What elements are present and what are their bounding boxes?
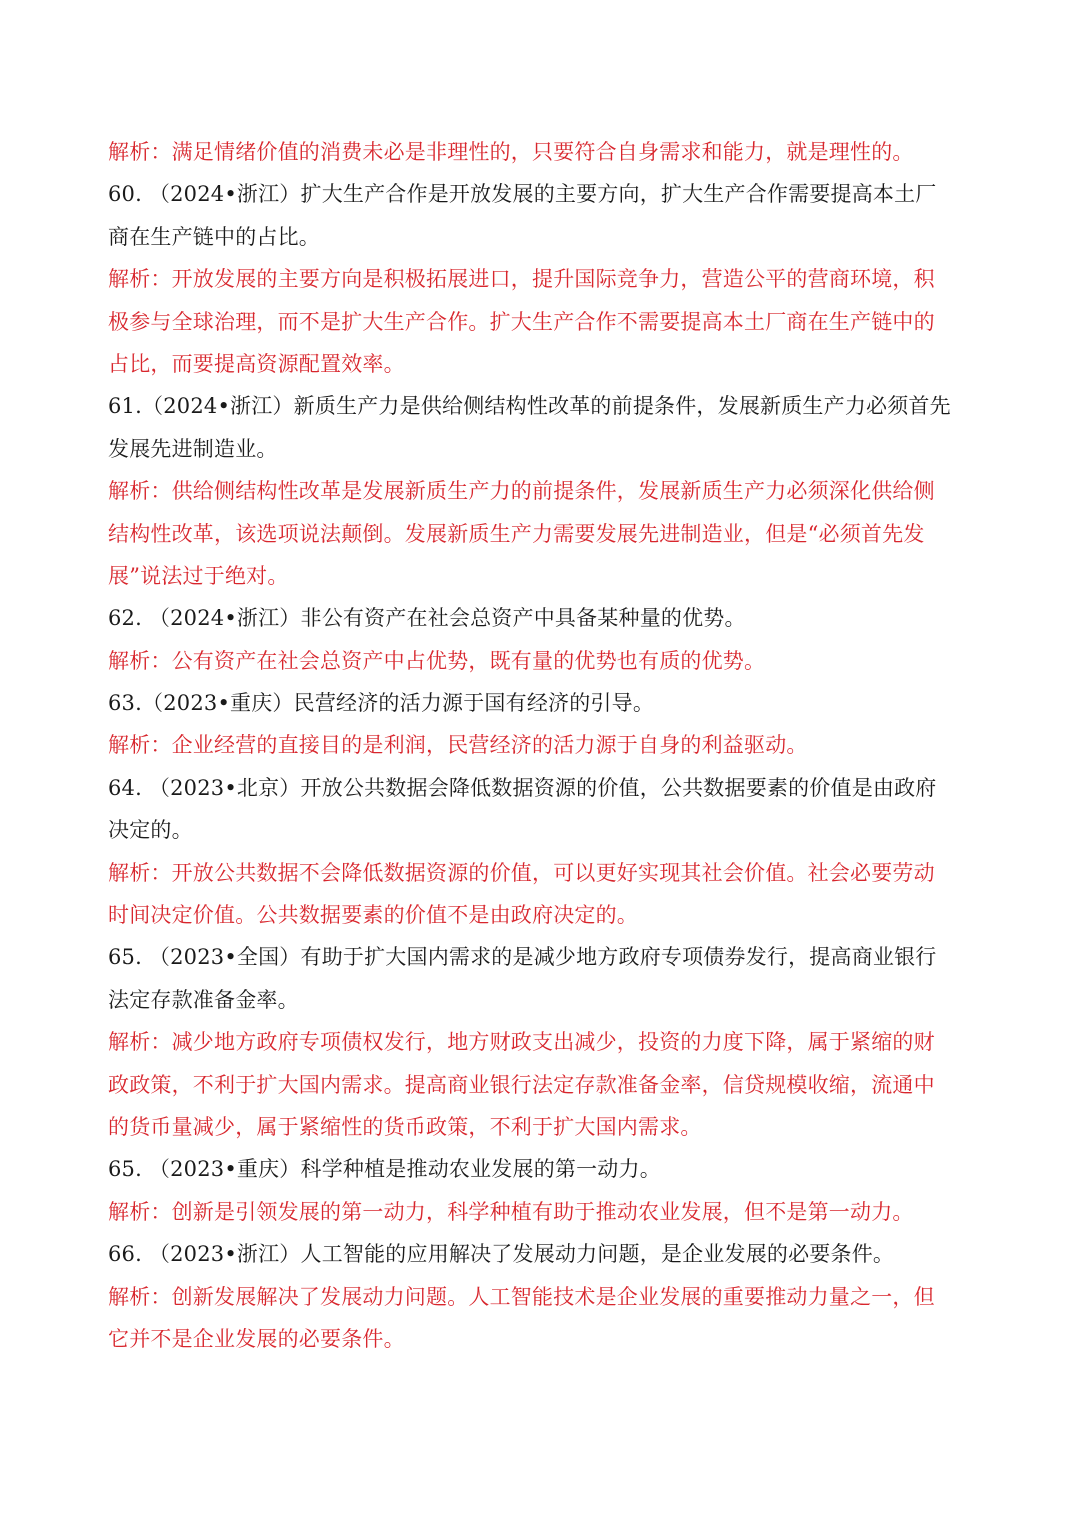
answer-line: 解析：开放公共数据不会降低数据资源的价值，可以更好实现其社会价值。社会必要劳动 (108, 860, 935, 885)
question-line: 66. （2023•浙江）人工智能的应用解决了发展动力问题，是企业发展的必要条件。 (108, 1242, 895, 1267)
question-line: 62. （2024•浙江）非公有资产在社会总资产中具备某种量的优势。 (108, 606, 746, 631)
answer-line: 政政策，不利于扩大国内需求。提高商业银行法定存款准备金率，信贷规模收缩，流通中 (108, 1072, 935, 1097)
answer-line: 解析：减少地方政府专项债权发行，地方财政支出减少，投资的力度下降，属于紧缩的财 (108, 1030, 935, 1055)
question-line: 64. （2023•北京）开放公共数据会降低数据资源的价值，公共数据要素的价值是由政府 (108, 775, 937, 800)
answer-line: 结构性改革，该选项说法颠倒。发展新质生产力需要发展先进制造业，但是“必须首先发 (108, 521, 925, 546)
answer-line: 时间决定价值。公共数据要素的价值不是由政府决定的。 (108, 903, 638, 928)
document-page (108, 131, 976, 1360)
question-line: 决定的。 (108, 818, 193, 843)
answer-line: 解析：创新是引领发展的第一动力，科学种植有助于推动农业发展，但不是第一动力。 (108, 1199, 914, 1224)
answer-line: 的货币量减少，属于紧缩性的货币政策，不利于扩大国内需求。 (108, 1114, 702, 1139)
answer-line: 解析：创新发展解决了发展动力问题。人工智能技术是企业发展的重要推动力量之一，但 (108, 1284, 935, 1309)
question-line: 65. （2023•重庆）科学种植是推动农业发展的第一动力。 (108, 1157, 661, 1182)
answer-line: 解析：满足情绪价值的消费未必是非理性的，只要符合自身需求和能力，就是理性的。 (108, 140, 914, 164)
question-line: 商在生产链中的占比。 (108, 224, 320, 249)
answer-line: 解析：企业经营的直接目的是利润，民营经济的活力源于自身的利益驱动。 (108, 733, 808, 758)
question-line: 发展先进制造业。 (108, 436, 278, 461)
question-line: 63.（2023•重庆）民营经济的活力源于国有经济的引导。 (108, 691, 655, 716)
answer-line: 解析：公有资产在社会总资产中占优势，既有量的优势也有质的优势。 (108, 648, 766, 673)
question-line: 法定存款准备金率。 (108, 987, 299, 1012)
answer-line: 极参与全球治理，而不是扩大生产合作。扩大生产合作不需要提高本土厂商在生产链中的 (108, 309, 935, 334)
question-line: 60. （2024•浙江）扩大生产合作是开放发展的主要方向，扩大生产合作需要提高本土厂 (108, 182, 937, 207)
answer-line: 占比，而要提高资源配置效率。 (108, 351, 405, 376)
answer-line: 展”说法过于绝对。 (108, 563, 289, 588)
question-line: 65. （2023•全国）有助于扩大国内需求的是减少地方政府专项债券发行，提高商业银行 (108, 945, 937, 970)
answer-line: 它并不是企业发展的必要条件。 (108, 1326, 405, 1351)
answer-line: 解析：供给侧结构性改革是发展新质生产力的前提条件，发展新质生产力必须深化供给侧 (108, 479, 935, 504)
question-line: 61.（2024•浙江）新质生产力是供给侧结构性改革的前提条件，发展新质生产力必须首先 (108, 394, 951, 419)
answer-line: 解析：开放发展的主要方向是积极拓展进口，提升国际竞争力，营造公平的营商环境，积 (108, 267, 935, 292)
